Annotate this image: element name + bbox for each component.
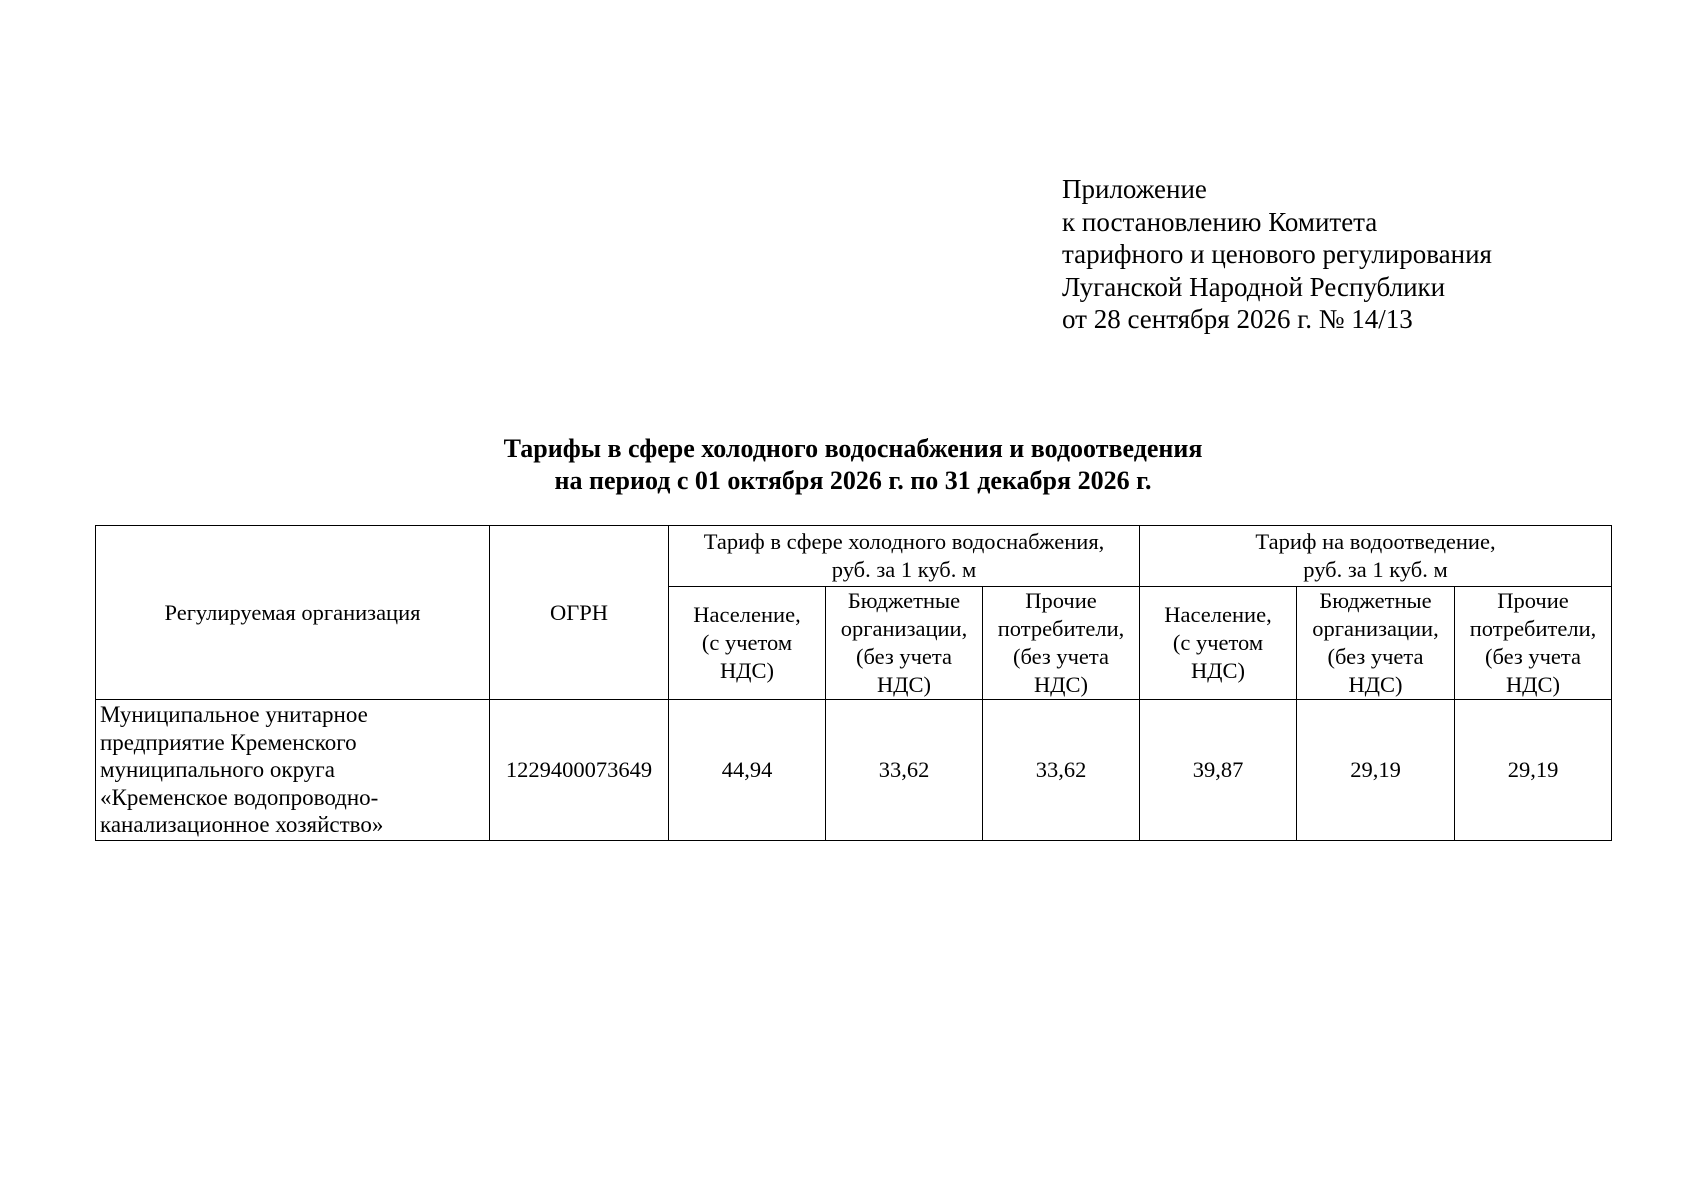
sub-label-line: организации, <box>1312 616 1439 641</box>
header-row-groups <box>96 526 1612 587</box>
header-water-budget <box>826 587 983 700</box>
org-name-line: предприятие Кременского <box>100 729 357 755</box>
sub-label-line: (с учетом <box>701 630 793 655</box>
header-water-other <box>983 587 1140 700</box>
org-name-cell <box>96 700 490 841</box>
sub-label-line: (без учета <box>1327 644 1424 669</box>
header-org: Регулируемая организация <box>96 526 490 700</box>
header-water-group <box>669 526 1140 587</box>
tariff-table <box>95 525 1612 841</box>
sub-label-line: НДС) <box>1033 672 1089 697</box>
header-sewer-other <box>1455 587 1612 700</box>
ogrn-cell: 1229400073649 <box>490 700 669 841</box>
org-name-line: Муниципальное унитарное <box>100 702 368 728</box>
header-sewer-budget <box>1297 587 1455 700</box>
title-line-2: на период с 01 октября 2026 г. по 31 декабря 2026 г. <box>554 466 1152 495</box>
sub-label-line: организации, <box>840 616 968 641</box>
header-sewer-group <box>1140 526 1612 587</box>
sub-label-line: НДС) <box>1505 672 1561 697</box>
sub-label-line: Население, <box>693 602 801 627</box>
sewer-budget-cell: 29,19 <box>1297 700 1455 841</box>
sub-label-line: (без учета <box>1012 644 1110 669</box>
sub-label-line: Бюджетные <box>847 588 961 613</box>
appendix-line: Приложение <box>1062 174 1207 204</box>
sub-label-line: НДС) <box>719 658 775 683</box>
water-population-cell: 44,94 <box>669 700 826 841</box>
sub-label-line: потребители, <box>997 616 1125 641</box>
appendix-line: Луганской Народной Республики <box>1062 271 1446 302</box>
appendix-line: от 28 сентября 2026 г. № 14/13 <box>1062 304 1413 334</box>
sub-label-line: (без учета <box>855 644 953 669</box>
water-group-line-1: Тариф в сфере холодного водоснабжения, <box>703 529 1105 554</box>
sewer-group-line-2: руб. за 1 куб. м <box>1303 557 1448 582</box>
sub-label-line: НДС) <box>1190 658 1246 683</box>
sewer-population-cell: 39,87 <box>1140 700 1297 841</box>
water-group-line-2: руб. за 1 куб. м <box>831 557 977 582</box>
appendix-line: тарифного и ценового регулирования <box>1062 239 1492 269</box>
water-other-cell: 33,62 <box>983 700 1140 841</box>
sub-label-line: Бюджетные <box>1319 588 1432 613</box>
sub-label-line: потребители, <box>1469 616 1597 641</box>
appendix-block <box>1062 173 1492 336</box>
water-budget-cell: 33,62 <box>826 700 983 841</box>
sub-label-line: (без учета <box>1484 644 1582 669</box>
document-title <box>95 433 1611 497</box>
appendix-line: к постановлению Комитета <box>1062 206 1378 237</box>
sub-label-line: Население, <box>1164 602 1272 627</box>
sub-label-line: (с учетом <box>1172 630 1264 655</box>
sewer-group-line-1: Тариф на водоотведение, <box>1255 529 1496 554</box>
header-ogrn: ОГРН <box>490 526 669 700</box>
org-name-line: муниципального округа <box>100 757 335 783</box>
table-row <box>96 700 1612 841</box>
org-name-line: канализационное хозяйство» <box>100 812 384 838</box>
header-water-population <box>669 587 826 700</box>
org-name-line: «Кременское водопроводно- <box>100 784 379 810</box>
header-sewer-population <box>1140 587 1297 700</box>
sub-label-line: НДС) <box>876 672 932 697</box>
sub-label-line: Прочие <box>1497 588 1569 613</box>
sub-label-line: НДС) <box>1348 672 1403 697</box>
sub-label-line: Прочие <box>1025 588 1097 613</box>
sewer-other-cell: 29,19 <box>1455 700 1612 841</box>
title-line-1: Тарифы в сфере холодного водоснабжения и водоотведения <box>503 434 1203 463</box>
